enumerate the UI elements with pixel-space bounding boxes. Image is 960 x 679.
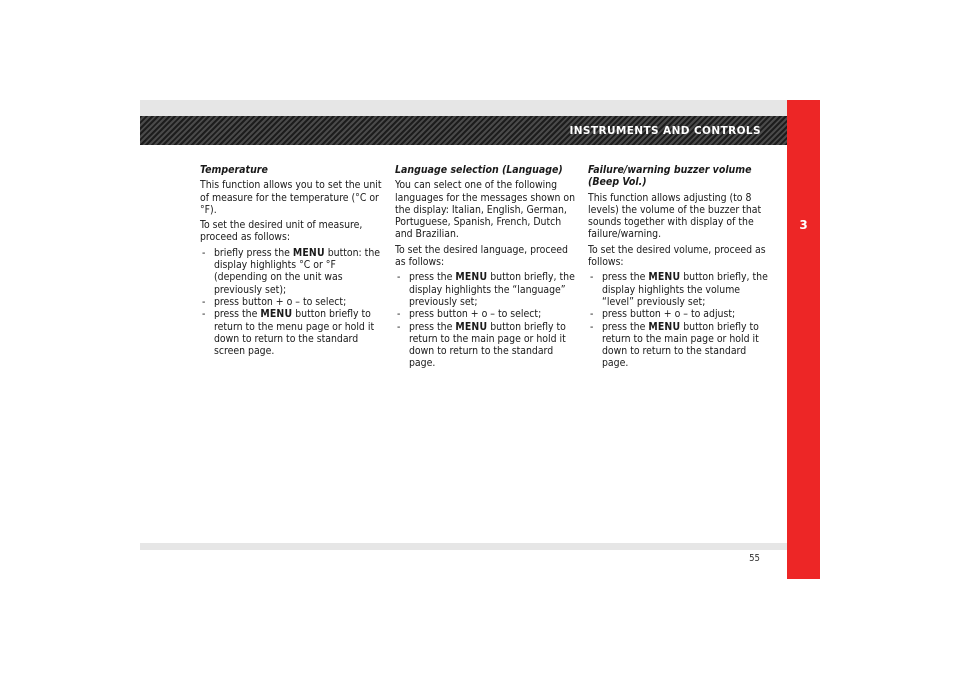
page-number: 55 (749, 553, 760, 564)
steps-list (588, 271, 772, 369)
section-language (395, 164, 579, 370)
paragraph: To set the desired unit of measure, proceed as follows: (200, 219, 363, 244)
step-item: - press button + o – to adjust; (590, 308, 736, 321)
section-title: INSTRUMENTS AND CONTROLS (569, 125, 761, 137)
section-heading: Temperature (200, 164, 268, 176)
step-item: - press the MENU button briefly, the display highlights the volume “level” previously set; (590, 271, 768, 308)
section-header-bar (140, 116, 787, 145)
chapter-number: 3 (799, 218, 808, 232)
menu-key-label: MENU (455, 271, 488, 284)
section-beep-volume (588, 164, 772, 370)
steps-list (395, 271, 579, 369)
step-item: - press the MENU button briefly to return to the main page or hold it down to return to the standard page. (397, 320, 566, 370)
step-item: - press the MENU button briefly to return to the menu page or hold it down to return to the standard screen page. (202, 308, 375, 358)
paragraph: To set the desired language, proceed as follows: (395, 243, 568, 269)
paragraph: This function allows adjusting (to 8 levels) the volume of the buzzer that sounds together with display of the failure/warning. (588, 191, 762, 241)
paragraph: To set the desired volume, proceed as follows: (588, 243, 766, 269)
step-item: - briefly press the MENU button: the display highlights °C or °F (depending on the unit was previously set); (202, 246, 381, 296)
menu-key-label: MENU (292, 246, 325, 259)
top-band (140, 100, 787, 116)
menu-key-label: MENU (455, 320, 488, 333)
menu-key-label: MENU (648, 271, 681, 284)
step-item: - press button + o – to select; (397, 308, 542, 321)
menu-key-label: MENU (260, 308, 293, 321)
menu-key-label: MENU (648, 320, 681, 333)
paragraph: You can select one of the following languages for the messages shown on the display: Italian, English, German, Portuguese, Spanish, French, Dutch and Brazilian. (395, 179, 576, 241)
paragraph: This function allows you to set the unit of measure for the temperature (°C or °F). (200, 179, 382, 216)
step-item: - press button + o – to select; (202, 295, 347, 308)
chapter-tab (787, 100, 820, 579)
section-heading: Failure/warning buzzer volume (Beep Vol.) (588, 164, 752, 189)
step-item: - press the MENU button briefly, the display highlights the “language” previously set; (397, 271, 575, 308)
section-heading: Language selection (Language) (395, 164, 563, 176)
steps-list (200, 247, 384, 358)
step-item: - press the MENU button briefly to return to the main page or hold it down to return to the standard page. (590, 320, 759, 370)
bottom-band (140, 543, 787, 550)
section-temperature (200, 164, 384, 357)
